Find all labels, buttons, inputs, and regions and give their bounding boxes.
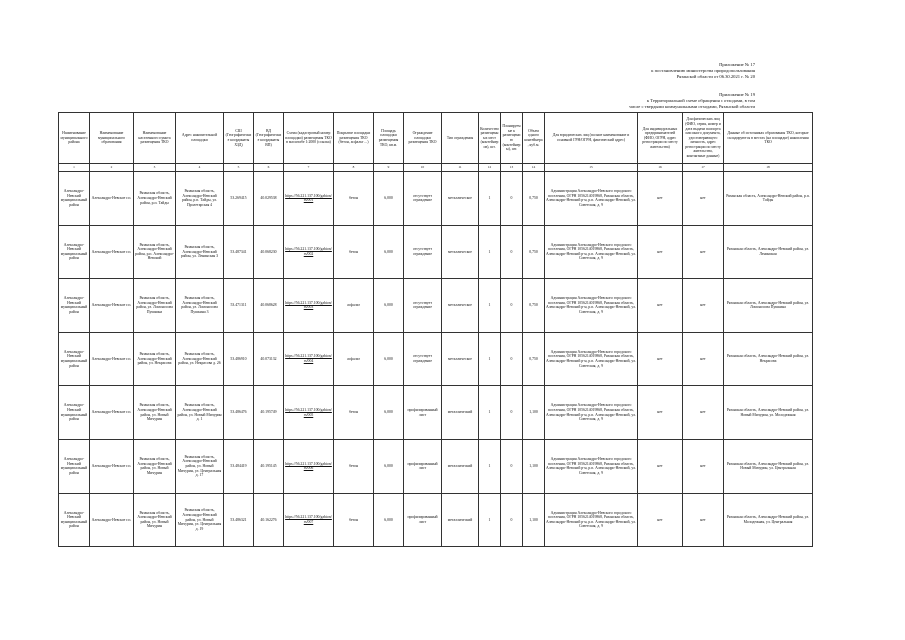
table-cell: нет xyxy=(683,332,724,386)
table-cell: Александро-Невское г.п. xyxy=(90,279,134,333)
table-cell: Александро-Невское г.п. xyxy=(90,386,134,440)
column-header: Данные об источниках образования ТКО, которые складируются в местах (на площадке) накопления ТКО xyxy=(724,113,813,164)
table-row xyxy=(59,225,813,279)
column-header: СШ (Географические координаты ХЗД) xyxy=(224,113,254,164)
table-cell: Рязанская область, Александро-Невский район, ул. Некрасова д. 26 xyxy=(176,332,224,386)
document-header xyxy=(651,62,755,80)
table-row xyxy=(59,332,813,386)
table-cell: Администрация Александро-Невского городского поселения, ОГРН 1056214019868, Рязанская область, Александро-Невский р-н, р.п. Александро-Невский, ул. Советская, д. 9 xyxy=(545,386,638,440)
table-cell: Рязанская область, Александро-Невский район, ул. Ломоносова Пушкина xyxy=(724,279,813,333)
column-number: 15 xyxy=(545,164,638,172)
table-cell: Рязанская область, Александро-Невский район, ул. Новый Мичурин, ул. Центральная д. 17 xyxy=(176,439,224,493)
table-cell xyxy=(284,439,334,493)
table-cell: 1 xyxy=(479,279,501,333)
table-cell: Александро-Невское г.п. xyxy=(90,332,134,386)
table-cell xyxy=(284,493,334,547)
table-cell: 53.486321 xyxy=(224,493,254,547)
column-number: 13 xyxy=(501,164,523,172)
table-cell: 0,750 xyxy=(523,225,545,279)
table-cell: асфальт xyxy=(334,279,374,333)
table-cell: 6,000 xyxy=(374,332,404,386)
table-cell: 0 xyxy=(501,386,523,440)
column-header: Адрес накопительной площадки xyxy=(176,113,224,164)
scheme-link[interactable]: https://56.221.137.100/gabion/rs/007 xyxy=(285,515,332,524)
column-header: Для физических лиц (ФИО, серия, номер и дата выдачи паспорта или иного документа, удостоверяющего личность, адрес регистрации по месту жительства, контактные данные) xyxy=(683,113,724,164)
table-cell: нет xyxy=(638,225,683,279)
table-cell: 1,100 xyxy=(523,493,545,547)
table-cell: 6,000 xyxy=(374,386,404,440)
table-cell: Александро-Невское г.п. xyxy=(90,439,134,493)
table-cell: бетон xyxy=(334,225,374,279)
table-cell: нет xyxy=(683,439,724,493)
column-number: 9 xyxy=(374,164,404,172)
column-header: ВД (Географические координаты ВП) xyxy=(254,113,284,164)
table-cell: бетон xyxy=(334,439,374,493)
table-cell: отсутствует ограждение xyxy=(404,172,442,226)
table-cell: 40.195145 xyxy=(254,439,284,493)
table-cell: Администрация Александро-Невского городского поселения, ОГРН 1056214019868, Рязанская область, Александро-Невский р-н, р.п. Александро-Невский, ул. Советская, д. 9 xyxy=(545,332,638,386)
table-cell: Администрация Александро-Невского городского поселения, ОГРН 1056214019868, Рязанская область, Александро-Невский р-н, р.п. Александро-Невский, ул. Советская, д. 9 xyxy=(545,279,638,333)
table-cell: Администрация Александро-Невского городского поселения, ОГРН 1056214019868, Рязанская область, Александро-Невский р-н, р.п. Александро-Невский, ул. Советская, д. 9 xyxy=(545,439,638,493)
table-cell: 1 xyxy=(479,439,501,493)
table-body xyxy=(59,172,813,547)
appendix-number: Приложение № 17 xyxy=(719,62,755,67)
column-number: 3 xyxy=(134,164,176,172)
table-cell: 40.195749 xyxy=(254,386,284,440)
table-cell: 0 xyxy=(501,332,523,386)
column-number: 17 xyxy=(683,164,724,172)
table-cell: 6,000 xyxy=(374,493,404,547)
table-cell: Александро-Невский муниципальный район xyxy=(59,439,90,493)
table-cell: 0,750 xyxy=(523,332,545,386)
table-cell: 53.486476 xyxy=(224,386,254,440)
table-cell: металлическое xyxy=(442,279,479,333)
table-cell: Рязанская область, Александро-Невский район, ул. Ломоносова Пушкина xyxy=(134,279,176,333)
table-cell: 1 xyxy=(479,225,501,279)
table-row xyxy=(59,439,813,493)
document-subheader xyxy=(629,92,755,110)
column-number: 14 xyxy=(523,164,545,172)
table-cell: 1,100 xyxy=(523,386,545,440)
table-cell: Рязанская область, Александро-Невский район, ул. Новый Мичурин д. 1 xyxy=(176,386,224,440)
table-cell: нет xyxy=(638,493,683,547)
table-cell: 0 xyxy=(501,439,523,493)
table-cell: Рязанская область, Александро-Невский район, ул. Новый Мичурин xyxy=(134,493,176,547)
table-cell: 6,000 xyxy=(374,279,404,333)
table-cell: Александро-Невский муниципальный район xyxy=(59,332,90,386)
column-header: Наименование муниципального района xyxy=(59,113,90,164)
table-cell: Рязанская область, Александро-Невский район, ул. Ленинская 3 xyxy=(176,225,224,279)
table-cell: 40.068628 xyxy=(254,279,284,333)
table-cell: отсутствует ограждение xyxy=(404,225,442,279)
table-cell: Администрация Александро-Невского городского поселения, ОГРН 1056214019868, Рязанская область, Александро-Невский р-н, р.п. Александро-Невский, ул. Советская, д. 9 xyxy=(545,225,638,279)
scheme-link[interactable]: https://56.221.137.100/gabion/rs/002 xyxy=(285,247,332,256)
appendix-date: Рязанской области от 06.30.2021 г. № 20 xyxy=(676,74,755,79)
table-cell: 1 xyxy=(479,493,501,547)
column-number: 6 xyxy=(254,164,284,172)
table-cell: Александро-Невское г.п. xyxy=(90,225,134,279)
table-cell: Александро-Невское г.п. xyxy=(90,493,134,547)
table-cell: Рязанская область, Александро-Невский район, ул. Ленинская xyxy=(724,225,813,279)
table-cell: Рязанская область, Александро-Невский район, р.п. Тайды xyxy=(724,172,813,226)
column-header: Схема (кадастровый номер площадки) размещения ТКО в масштабе 1:2000 (ссылка) xyxy=(284,113,334,164)
table-cell: Александро-Невский муниципальный район xyxy=(59,386,90,440)
subappendix-number: Приложение № 19 xyxy=(719,92,755,97)
table-cell: Рязанская область, Александро-Невский район, ул. Некрасова xyxy=(134,332,176,386)
table-cell: 53.486910 xyxy=(224,332,254,386)
table-cell: профилированный лист xyxy=(404,439,442,493)
table-row xyxy=(59,279,813,333)
table-cell: 0 xyxy=(501,225,523,279)
table-cell: 53.471311 xyxy=(224,279,254,333)
column-header: Наименование муниципального образования xyxy=(90,113,134,164)
table-cell: бетон xyxy=(334,493,374,547)
header-row xyxy=(59,113,813,164)
table-cell: 0 xyxy=(501,279,523,333)
table-cell: Рязанская область, Александро-Невский район, ул. Новый Мичурин, ул. Центральная д. 19 xyxy=(176,493,224,547)
table-cell: нет xyxy=(638,332,683,386)
column-header: Для индивидуальных предпринимателей (ФИО, ОГРН, адрес регистрации по месту жительства) xyxy=(638,113,683,164)
column-number: 8 xyxy=(334,164,374,172)
table-cell: 0 xyxy=(501,493,523,547)
table-cell: Администрация Александро-Невского городского поселения, ОГРН 1056214019868, Рязанская область, Александро-Невский р-н, р.п. Александро-Невский, ул. Советская, д. 9 xyxy=(545,493,638,547)
table-cell: металлическое xyxy=(442,332,479,386)
scheme-link[interactable]: https://56.221.137.100/gabion/rs/004 xyxy=(285,354,332,364)
table-cell xyxy=(284,332,334,386)
table-cell: Александро-Невский муниципальный район xyxy=(59,172,90,226)
table-cell: Рязанская область, Александро-Невский район, р.п. Александро-Невский xyxy=(134,225,176,279)
table-cell: Администрация Александро-Невского городского поселения, ОГРН 1056214019868, Рязанская область, Александро-Невский р-н, р.п. Александро-Невский, ул. Советская, д. 9 xyxy=(545,172,638,226)
column-header: Ограждение площадки размещения ТКО xyxy=(404,113,442,164)
column-number: 5 xyxy=(224,164,254,172)
table-cell: отсутствует ограждение xyxy=(404,279,442,333)
table-cell xyxy=(284,172,334,226)
table-cell: асфальт xyxy=(334,332,374,386)
table-cell: Александро-Невский муниципальный район xyxy=(59,493,90,547)
table-cell: 40.029538 xyxy=(254,172,284,226)
subappendix-caption: к Территориальной схеме обращения с отходами, в том xyxy=(646,98,755,103)
table-row xyxy=(59,493,813,547)
table-cell: Александро-Невское г.п. xyxy=(90,172,134,226)
column-header: Объем одного контейнера, куб.м. xyxy=(523,113,545,164)
column-header: Наименование населенного пункта размещения ТКО xyxy=(134,113,176,164)
column-number: 12 xyxy=(479,164,501,172)
table-cell xyxy=(284,225,334,279)
table-cell xyxy=(284,279,334,333)
table-cell: 1 xyxy=(479,386,501,440)
column-number-row xyxy=(59,164,813,172)
table-cell: нет xyxy=(638,172,683,226)
table-cell: Александро-Невский муниципальный район xyxy=(59,225,90,279)
table-cell: бетон xyxy=(334,172,374,226)
table-cell: нет xyxy=(683,493,724,547)
table-cell: металлический xyxy=(442,386,479,440)
registry-table xyxy=(58,112,813,547)
table-cell: 53.487341 xyxy=(224,225,254,279)
column-number: 16 xyxy=(638,164,683,172)
column-header: Тип ограждения xyxy=(442,113,479,164)
table-cell: 53.269415 xyxy=(224,172,254,226)
column-number: 1 xyxy=(59,164,90,172)
column-header: Покрытие площадки размещения ТКО (бетон, асфальт ...) xyxy=(334,113,374,164)
table-cell: бетон xyxy=(334,386,374,440)
table-cell: нет xyxy=(638,386,683,440)
table-cell: нет xyxy=(683,279,724,333)
table-cell: 53.484419 xyxy=(224,439,254,493)
column-number: 7 xyxy=(284,164,334,172)
table-cell xyxy=(284,386,334,440)
table-cell: 6,000 xyxy=(374,225,404,279)
table-cell: 6,000 xyxy=(374,439,404,493)
table-row xyxy=(59,386,813,440)
table-cell: металлический xyxy=(442,493,479,547)
table-cell: нет xyxy=(683,386,724,440)
table-cell: металлическое xyxy=(442,225,479,279)
column-number: 4 xyxy=(176,164,224,172)
column-header: Планируемые к размещению (контейнеры), шт. xyxy=(501,113,523,164)
scheme-link[interactable]: https://56.221.137.100/gabion/rs/003 xyxy=(285,300,332,310)
table-cell: 40.068230 xyxy=(254,225,284,279)
table-cell: 6,000 xyxy=(374,172,404,226)
table-cell: профилированный лист xyxy=(404,386,442,440)
column-header: Площадь площадки размещения ТКО, кв.м. xyxy=(374,113,404,164)
appendix-caption: к постановлению министерства природопользования xyxy=(651,68,755,73)
table-cell: 0,750 xyxy=(523,172,545,226)
table-cell: Рязанская область, Александро-Невский район, ул. Новый Мичурин, ул. Центральная xyxy=(724,439,813,493)
table-cell: 1 xyxy=(479,332,501,386)
table-cell: Рязанская область, Александро-Невский район, р.п. Тайды xyxy=(134,172,176,226)
table-cell: Александро-Невский муниципальный район xyxy=(59,279,90,333)
scheme-link[interactable]: https://56.221.137.100/gabion/rs/001 xyxy=(285,193,332,203)
subappendix-caption-2: числе с твердыми коммунальными отходами, Рязанской области xyxy=(629,104,755,109)
column-number: 10 xyxy=(404,164,442,172)
table-cell: нет xyxy=(638,439,683,493)
table-cell: нет xyxy=(683,172,724,226)
table-cell: Рязанская область, Александро-Невский район, р.п. Тайды, ул. Пролетарская 4 xyxy=(176,172,224,226)
column-number: 18 xyxy=(724,164,813,172)
scheme-link[interactable]: https://56.221.137.100/gabion/rs/006 xyxy=(285,461,332,471)
table-row xyxy=(59,172,813,226)
table-cell: отсутствует ограждение xyxy=(404,332,442,386)
table-cell: Рязанская область, Александро-Невский район, ул. Новый Мичурин, ул. Молодежная xyxy=(724,386,813,440)
column-header: Количество размещенных мест (контейнеров), шт. xyxy=(479,113,501,164)
column-header: Для юридических лиц (полное наименование и основной ГРН/ОГРН, фактический адрес) xyxy=(545,113,638,164)
table-cell: Рязанская область, Александро-Невский район, ул. Новый Мичурин xyxy=(134,386,176,440)
table-cell: металлический xyxy=(442,439,479,493)
table-cell: 40.073132 xyxy=(254,332,284,386)
table-cell: нет xyxy=(683,225,724,279)
table-cell: нет xyxy=(638,279,683,333)
table-cell: 1,100 xyxy=(523,439,545,493)
table-cell: 0,750 xyxy=(523,279,545,333)
table-cell: 0 xyxy=(501,172,523,226)
table-cell: Рязанская область, Александро-Невский район, ул. Молодежная, ул. Центральная xyxy=(724,493,813,547)
table-cell: Рязанская область, Александро-Невский район, ул. Ломоносова Пушкина 3 xyxy=(176,279,224,333)
table-cell: металлическое xyxy=(442,172,479,226)
table-cell: 1 xyxy=(479,172,501,226)
table-cell: Рязанская область, Александро-Невский район, ул. Новый Мичурин xyxy=(134,439,176,493)
table-cell: Рязанская область, Александро-Невский район, ул. Некрасова xyxy=(724,332,813,386)
column-number: 11 xyxy=(442,164,479,172)
scheme-link[interactable]: https://56.221.137.100/gabion/rs/005 xyxy=(285,408,332,417)
table-cell: 40.162276 xyxy=(254,493,284,547)
table-cell: профилированный лист xyxy=(404,493,442,547)
column-number: 2 xyxy=(90,164,134,172)
